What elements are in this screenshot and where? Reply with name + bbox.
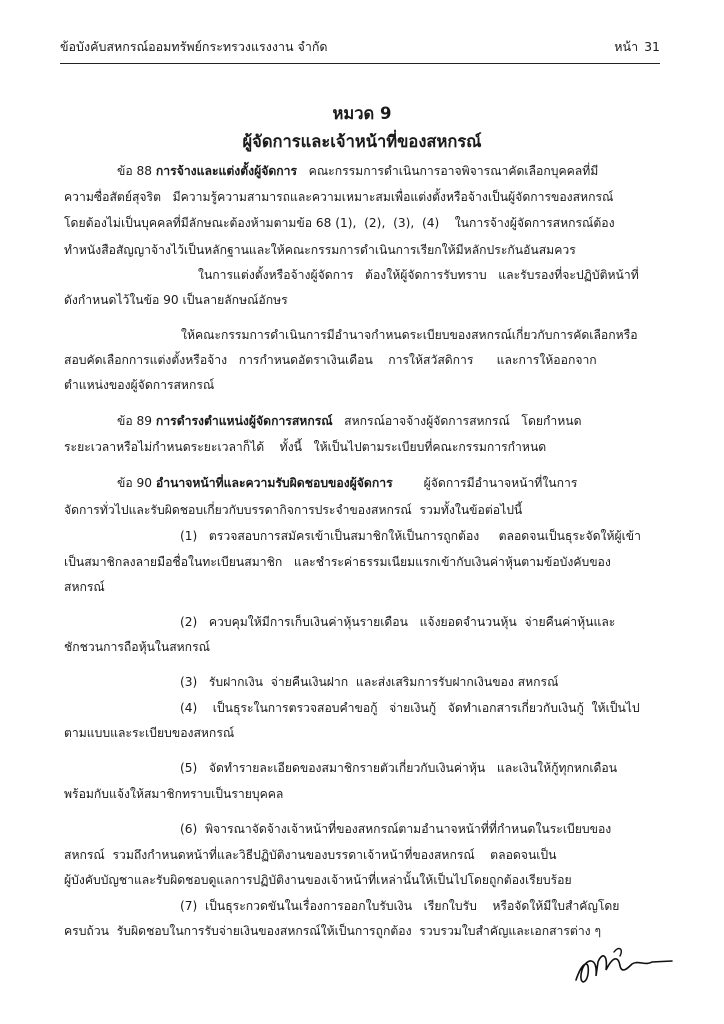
line-text: ดังกำหนดไว้ในข้อ 90 เป็นลายลักษณ์อักษร	[64, 293, 288, 307]
text-line	[64, 241, 576, 259]
text-line	[180, 673, 558, 691]
line-text: สหกรณ์ รวมถึงกำหนดหน้าที่และวิธีปฏิบัติงานของบรรดาเจ้าหน้าที่ของสหกรณ์ ตลอดจนเป็น	[64, 848, 557, 862]
text-line	[64, 724, 234, 742]
line-text: สหกรณ์	[64, 580, 105, 594]
clause-heading: อำนาจหน้าที่และความรับผิดชอบของผู้จัดการ	[155, 476, 393, 490]
line-text: เป็นสมาชิกลงลายมือชื่อในทะเบียนสมาชิก และชำระค่าธรรมเนียมแรกเข้ากับเงินค่าหุ้นตามข้อบังคับของ	[64, 555, 611, 569]
text-line	[180, 897, 619, 915]
text-line	[64, 351, 597, 369]
signature	[568, 940, 678, 990]
page-number-value: 31	[644, 39, 660, 54]
clause-heading: การดำรงตำแหน่งผู้จัดการสหกรณ์	[155, 414, 333, 428]
line-text: (2) ควบคุมให้มีการเก็บเงินค่าหุ้นรายเดือน แจ้งยอดจำนวนหุ้น จ่ายคืนค่าหุ้นและ	[180, 615, 616, 629]
text-line	[198, 266, 639, 284]
line-text: สหกรณ์อาจจ้างผู้จัดการสหกรณ์ โดยกำหนด	[332, 414, 582, 428]
page-number	[614, 37, 660, 57]
clause-number: ข้อ 88	[117, 164, 153, 178]
chapter-title: ผู้จัดการและเจ้าหน้าที่ของสหกรณ์	[242, 132, 482, 151]
text-line	[180, 699, 640, 717]
text-line	[64, 785, 283, 803]
line-text: สอบคัดเลือกการแต่งตั้งหรือจ้าง การกำหนดอัตราเงินเดือน การให้สวัสดิการ และการให้ออกจาก	[64, 353, 597, 367]
text-line	[117, 474, 577, 492]
text-line	[64, 922, 601, 940]
line-text: ให้คณะกรรมการดำเนินการมีอำนาจกำหนดระเบียบของสหกรณ์เกี่ยวกับการคัดเลือกหรือ	[181, 328, 638, 342]
clause-number: ข้อ 90	[117, 476, 153, 490]
text-line	[64, 291, 288, 309]
clause-number: ข้อ 89	[117, 414, 153, 428]
page-header	[60, 37, 660, 64]
document-title: ข้อบังคับสหกรณ์ออมทรัพย์กระทรวงแรงงาน จำกัด	[60, 39, 328, 54]
line-text: ในการแต่งตั้งหรือจ้างผู้จัดการ ต้องให้ผู้จัดการรับทราบ และรับรองที่จะปฏิบัติหน้าที่	[198, 268, 639, 282]
line-text: (5) จัดทำรายละเอียดของสมาชิกรายตัวเกี่ยวกับเงินค่าหุ้น และเงินให้กู้ทุกหกเดือน	[180, 761, 618, 775]
line-text: ความซื่อสัตย์สุจริต มีความรู้ความสามารถและความเหมาะสมเพื่อแต่งตั้งหรือจ้างเป็นผู้จัดการของสหกรณ์	[64, 190, 614, 204]
line-text: ผู้จัดการมีอำนาจหน้าที่ในการ	[392, 476, 578, 490]
text-line	[180, 527, 641, 545]
text-line	[181, 326, 638, 344]
text-line	[64, 501, 522, 519]
text-line	[64, 214, 615, 232]
line-text: (6) พิจารณาจัดจ้างเจ้าหน้าที่ของสหกรณ์ตามอำนาจหน้าที่ที่กำหนดในระเบียบของ	[180, 822, 612, 836]
chapter-number: หมวด 9	[332, 104, 392, 123]
text-line	[117, 162, 598, 180]
text-line	[64, 188, 613, 206]
text-line	[64, 638, 210, 656]
text-line	[64, 438, 546, 456]
line-text: (1) ตรวจสอบการสมัครเข้าเป็นสมาชิกให้เป็นการถูกต้อง ตลอดจนเป็นธุระจัดให้ผู้เข้า	[180, 529, 641, 543]
line-text: ตำแหน่งของผู้จัดการสหกรณ์	[64, 378, 215, 392]
text-line	[180, 613, 615, 631]
line-text: โดยต้องไม่เป็นบุคคลที่มีลักษณะต้องห้ามตามข้อ 68 (1), (2), (3), (4) ในการจ้างผู้จัดการสหกรณ์ต้อง	[64, 216, 615, 230]
line-text: (7) เป็นธุระกวดขันในเรื่องการออกใบรับเงิน เรียกใบรับ หรือจัดให้มีใบสำคัญโดย	[180, 899, 620, 913]
line-text: ชักชวนการถือหุ้นในสหกรณ์	[64, 640, 210, 654]
text-line	[64, 846, 557, 864]
line-text: ตามแบบและระเบียบของสหกรณ์	[64, 726, 235, 740]
clause-heading: การจ้างและแต่งตั้งผู้จัดการ	[155, 164, 298, 178]
line-text: ผู้บังคับบัญชาและรับผิดชอบดูแลการปฏิบัติงานของเจ้าหน้าที่เหล่านั้นให้เป็นไปโดยถูกต้องเรียบร้อย	[64, 873, 572, 887]
line-text: คณะกรรมการดำเนินการอาจพิจารณาคัดเลือกบุคคลที่มี	[297, 164, 599, 178]
text-line	[64, 871, 572, 889]
line-text: พร้อมกับแจ้งให้สมาชิกทราบเป็นรายบุคคล	[64, 787, 284, 801]
text-line	[180, 759, 617, 777]
line-text: ครบถ้วน รับผิดชอบในการรับจ่ายเงินของสหกรณ์ให้เป็นการถูกต้อง รวบรวมใบสำคัญและเอกสารต่าง ๆ	[64, 924, 602, 938]
text-line	[64, 553, 611, 571]
line-text: (4) เป็นธุระในการตรวจสอบคำขอกู้ จ่ายเงินกู้ จัดทำเอกสารเกี่ยวกับเงินกู้ ให้เป็นไป	[180, 701, 640, 715]
line-text: ทำหนังสือสัญญาจ้างไว้เป็นหลักฐานและให้คณะกรรมการดำเนินการเรียกให้มีหลักประกันอันสมควร	[64, 243, 576, 257]
text-line	[117, 412, 582, 430]
page-label: หน้า	[614, 39, 639, 54]
text-line	[64, 376, 214, 394]
line-text: ระยะเวลาหรือไม่กำหนดระยะเวลาก็ได้ ทั้งนี้ ให้เป็นไปตามระเบียบที่คณะกรรมการกำหนด	[64, 440, 547, 454]
text-line	[64, 578, 105, 596]
text-line	[180, 820, 611, 838]
line-text: จัดการทั่วไปและรับผิดชอบเกี่ยวกับบรรดากิจการประจำของสหกรณ์ รวมทั้งในข้อต่อไปนี้	[64, 503, 523, 517]
line-text: (3) รับฝากเงิน จ่ายคืนเงินฝาก และส่งเสริมการรับฝากเงินของ สหกรณ์	[180, 675, 559, 689]
